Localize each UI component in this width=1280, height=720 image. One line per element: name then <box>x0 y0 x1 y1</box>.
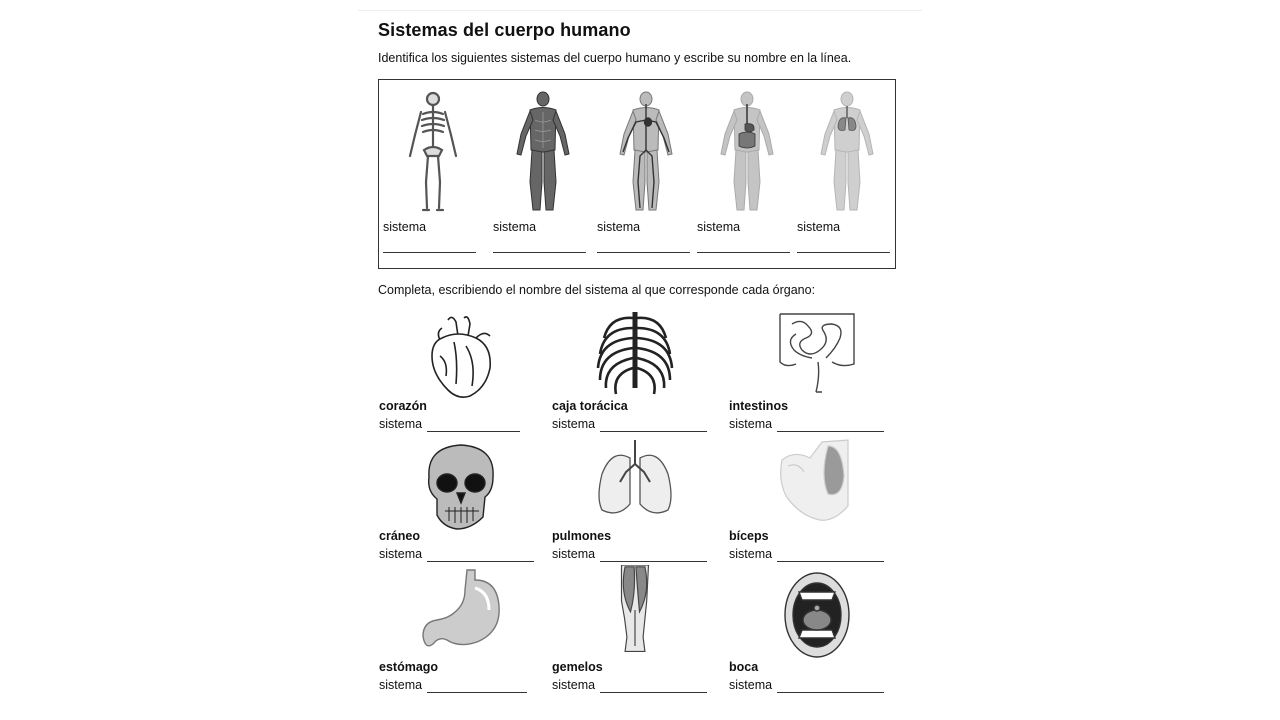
page-title: Sistemas del cuerpo humano <box>378 20 631 40</box>
organ-sistema-label: sistema <box>379 678 423 692</box>
organ-name-pulmones: pulmones <box>552 529 612 543</box>
heart-icon <box>418 312 508 402</box>
organ-name-boca: boca <box>729 660 759 674</box>
organ-sistema-label: sistema <box>379 547 423 561</box>
calf-muscles-icon <box>590 565 680 655</box>
system-label-3: sistema <box>597 220 641 234</box>
lungs-icon <box>590 438 680 528</box>
organ-name-intestinos: intestinos <box>729 399 789 413</box>
answer-line-system-4[interactable] <box>697 252 790 253</box>
answer-line-gemelos[interactable] <box>600 692 707 693</box>
system-label-5: sistema <box>797 220 841 234</box>
instruction-identify: Identifica los siguientes sistemas del cuerpo humano y escribe su nombre en la línea. <box>378 51 852 65</box>
skull-icon <box>415 441 505 531</box>
answer-line-craneo[interactable] <box>427 561 534 562</box>
organ-sistema-label: sistema <box>729 417 773 431</box>
answer-line-boca[interactable] <box>777 692 884 693</box>
mouth-icon <box>772 570 862 660</box>
organ-name-biceps: bíceps <box>729 529 769 543</box>
biceps-icon <box>774 436 864 526</box>
answer-line-system-2[interactable] <box>493 252 586 253</box>
organ-sistema-label: sistema <box>552 678 596 692</box>
organ-name-gemelos: gemelos <box>552 660 603 674</box>
ribcage-icon <box>590 308 680 398</box>
stomach-icon <box>415 566 505 656</box>
organ-sistema-label: sistema <box>552 547 596 561</box>
system-label-2: sistema <box>493 220 537 234</box>
digestive-figure-icon <box>715 90 779 218</box>
muscle-figure-icon <box>511 90 575 218</box>
organ-name-corazon: corazón <box>379 399 427 413</box>
circulatory-figure-icon <box>614 90 678 218</box>
answer-line-corazon[interactable] <box>427 431 520 432</box>
intestines-icon <box>772 306 862 396</box>
organ-sistema-label: sistema <box>729 678 773 692</box>
organ-name-craneo: cráneo <box>379 529 420 543</box>
answer-line-caja-toracica[interactable] <box>600 431 707 432</box>
instruction-complete: Completa, escribiendo el nombre del sistema al que corresponde cada órgano: <box>378 283 816 297</box>
answer-line-system-3[interactable] <box>597 252 690 253</box>
organ-sistema-label: sistema <box>729 547 773 561</box>
answer-line-pulmones[interactable] <box>600 561 707 562</box>
answer-line-intestinos[interactable] <box>777 431 884 432</box>
answer-line-estomago[interactable] <box>427 692 527 693</box>
system-label-4: sistema <box>697 220 741 234</box>
organ-name-estomago: estómago <box>379 660 439 674</box>
skeleton-figure-icon <box>401 90 465 218</box>
organ-sistema-label: sistema <box>379 417 423 431</box>
organ-name-caja-toracica: caja torácica <box>552 399 628 413</box>
system-label-1: sistema <box>383 220 427 234</box>
answer-line-system-1[interactable] <box>383 252 476 253</box>
answer-line-system-5[interactable] <box>797 252 890 253</box>
respiratory-figure-icon <box>815 90 879 218</box>
organ-sistema-label: sistema <box>552 417 596 431</box>
answer-line-biceps[interactable] <box>777 561 884 562</box>
